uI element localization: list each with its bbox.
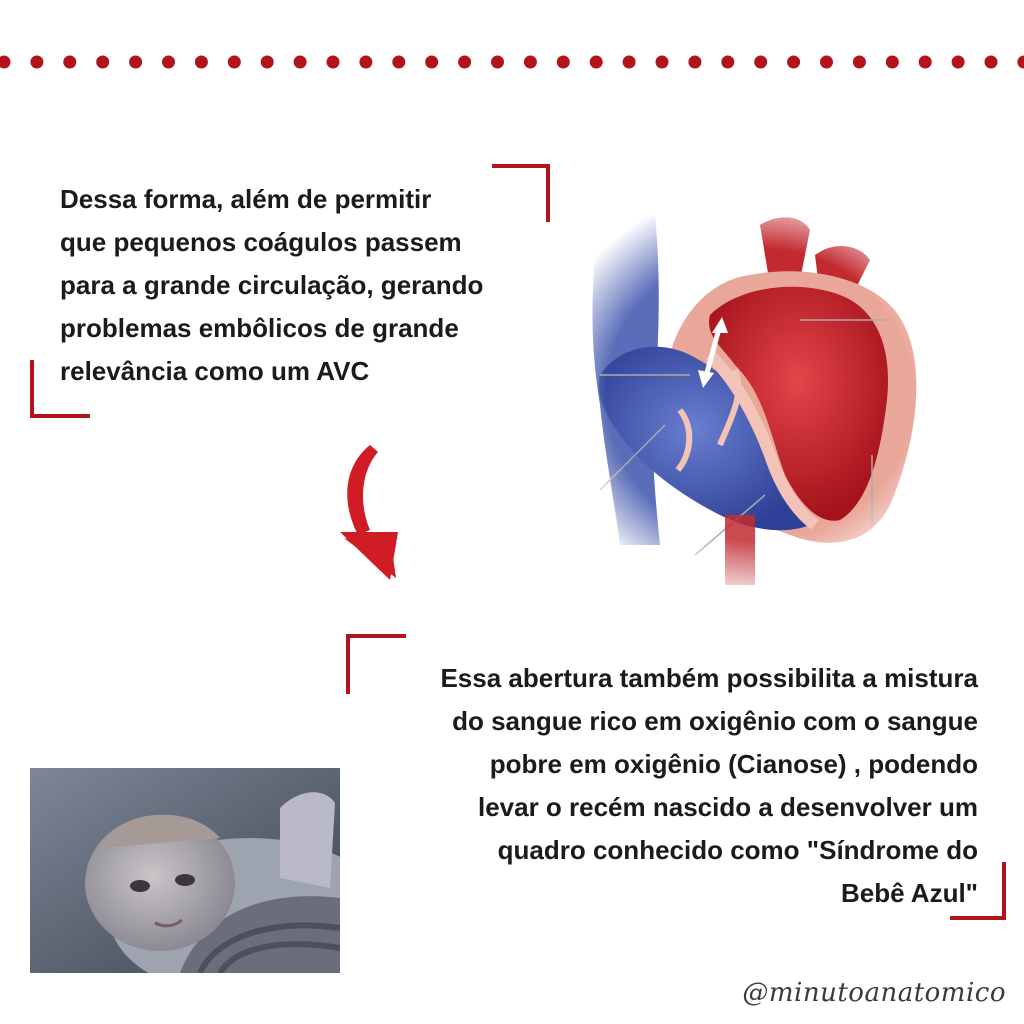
- cyanotic-baby-photo: [30, 768, 340, 973]
- heart-cross-section-illustration: [560, 205, 960, 585]
- paragraph-line: pobre em oxigênio (Cianose) , podendo: [489, 749, 978, 779]
- paragraph-line: Bebê Azul": [840, 878, 978, 908]
- border-dot: [557, 56, 570, 69]
- border-dot: [787, 56, 800, 69]
- border-dot: [228, 56, 241, 69]
- border-dot: [294, 56, 307, 69]
- paragraph-line: que pequenos coágulos passem: [60, 227, 462, 257]
- instagram-handle: @minutoanatomico: [742, 978, 1006, 1008]
- border-dot: [359, 56, 372, 69]
- paragraph-line: do sangue rico em oxigênio com o sangue: [452, 706, 978, 736]
- paragraph-line: Dessa forma, além de permitir: [60, 184, 432, 214]
- border-dot: [129, 56, 142, 69]
- border-dot: [985, 56, 998, 69]
- paragraph-line: quadro conhecido como "Síndrome do: [497, 835, 978, 865]
- paragraph-line: relevância como um AVC: [60, 356, 370, 386]
- border-dot: [162, 56, 175, 69]
- paragraph-embolic: [60, 178, 540, 393]
- border-dot: [754, 56, 767, 69]
- border-dot: [590, 56, 603, 69]
- border-dot: [688, 56, 701, 69]
- border-dot: [392, 56, 405, 69]
- dotted-border-top: [0, 52, 1024, 72]
- border-dot: [886, 56, 899, 69]
- border-dot: [1017, 56, 1024, 69]
- border-dot: [96, 56, 109, 69]
- border-dot: [261, 56, 274, 69]
- paragraph-line: Essa abertura também possibilita a mistura: [440, 663, 978, 693]
- border-dot: [853, 56, 866, 69]
- border-dot: [30, 56, 43, 69]
- paragraph-line: levar o recém nascido a desenvolver um: [477, 792, 978, 822]
- border-dot: [458, 56, 471, 69]
- border-dot: [195, 56, 208, 69]
- paragraph-line: problemas embôlicos de grande: [60, 313, 459, 343]
- border-dot: [524, 56, 537, 69]
- border-dot: [63, 56, 76, 69]
- border-dot: [623, 56, 636, 69]
- curved-arrow-down-icon: [330, 440, 420, 580]
- border-dot: [721, 56, 734, 69]
- paragraph-line: para a grande circulação, gerando: [60, 270, 484, 300]
- border-dot: [919, 56, 932, 69]
- border-dot: [656, 56, 669, 69]
- border-dot: [952, 56, 965, 69]
- border-dot: [0, 56, 11, 69]
- paragraph-cyanosis: [360, 657, 978, 915]
- border-dot: [820, 56, 833, 69]
- border-dot: [327, 56, 340, 69]
- border-dot: [425, 56, 438, 69]
- border-dot: [491, 56, 504, 69]
